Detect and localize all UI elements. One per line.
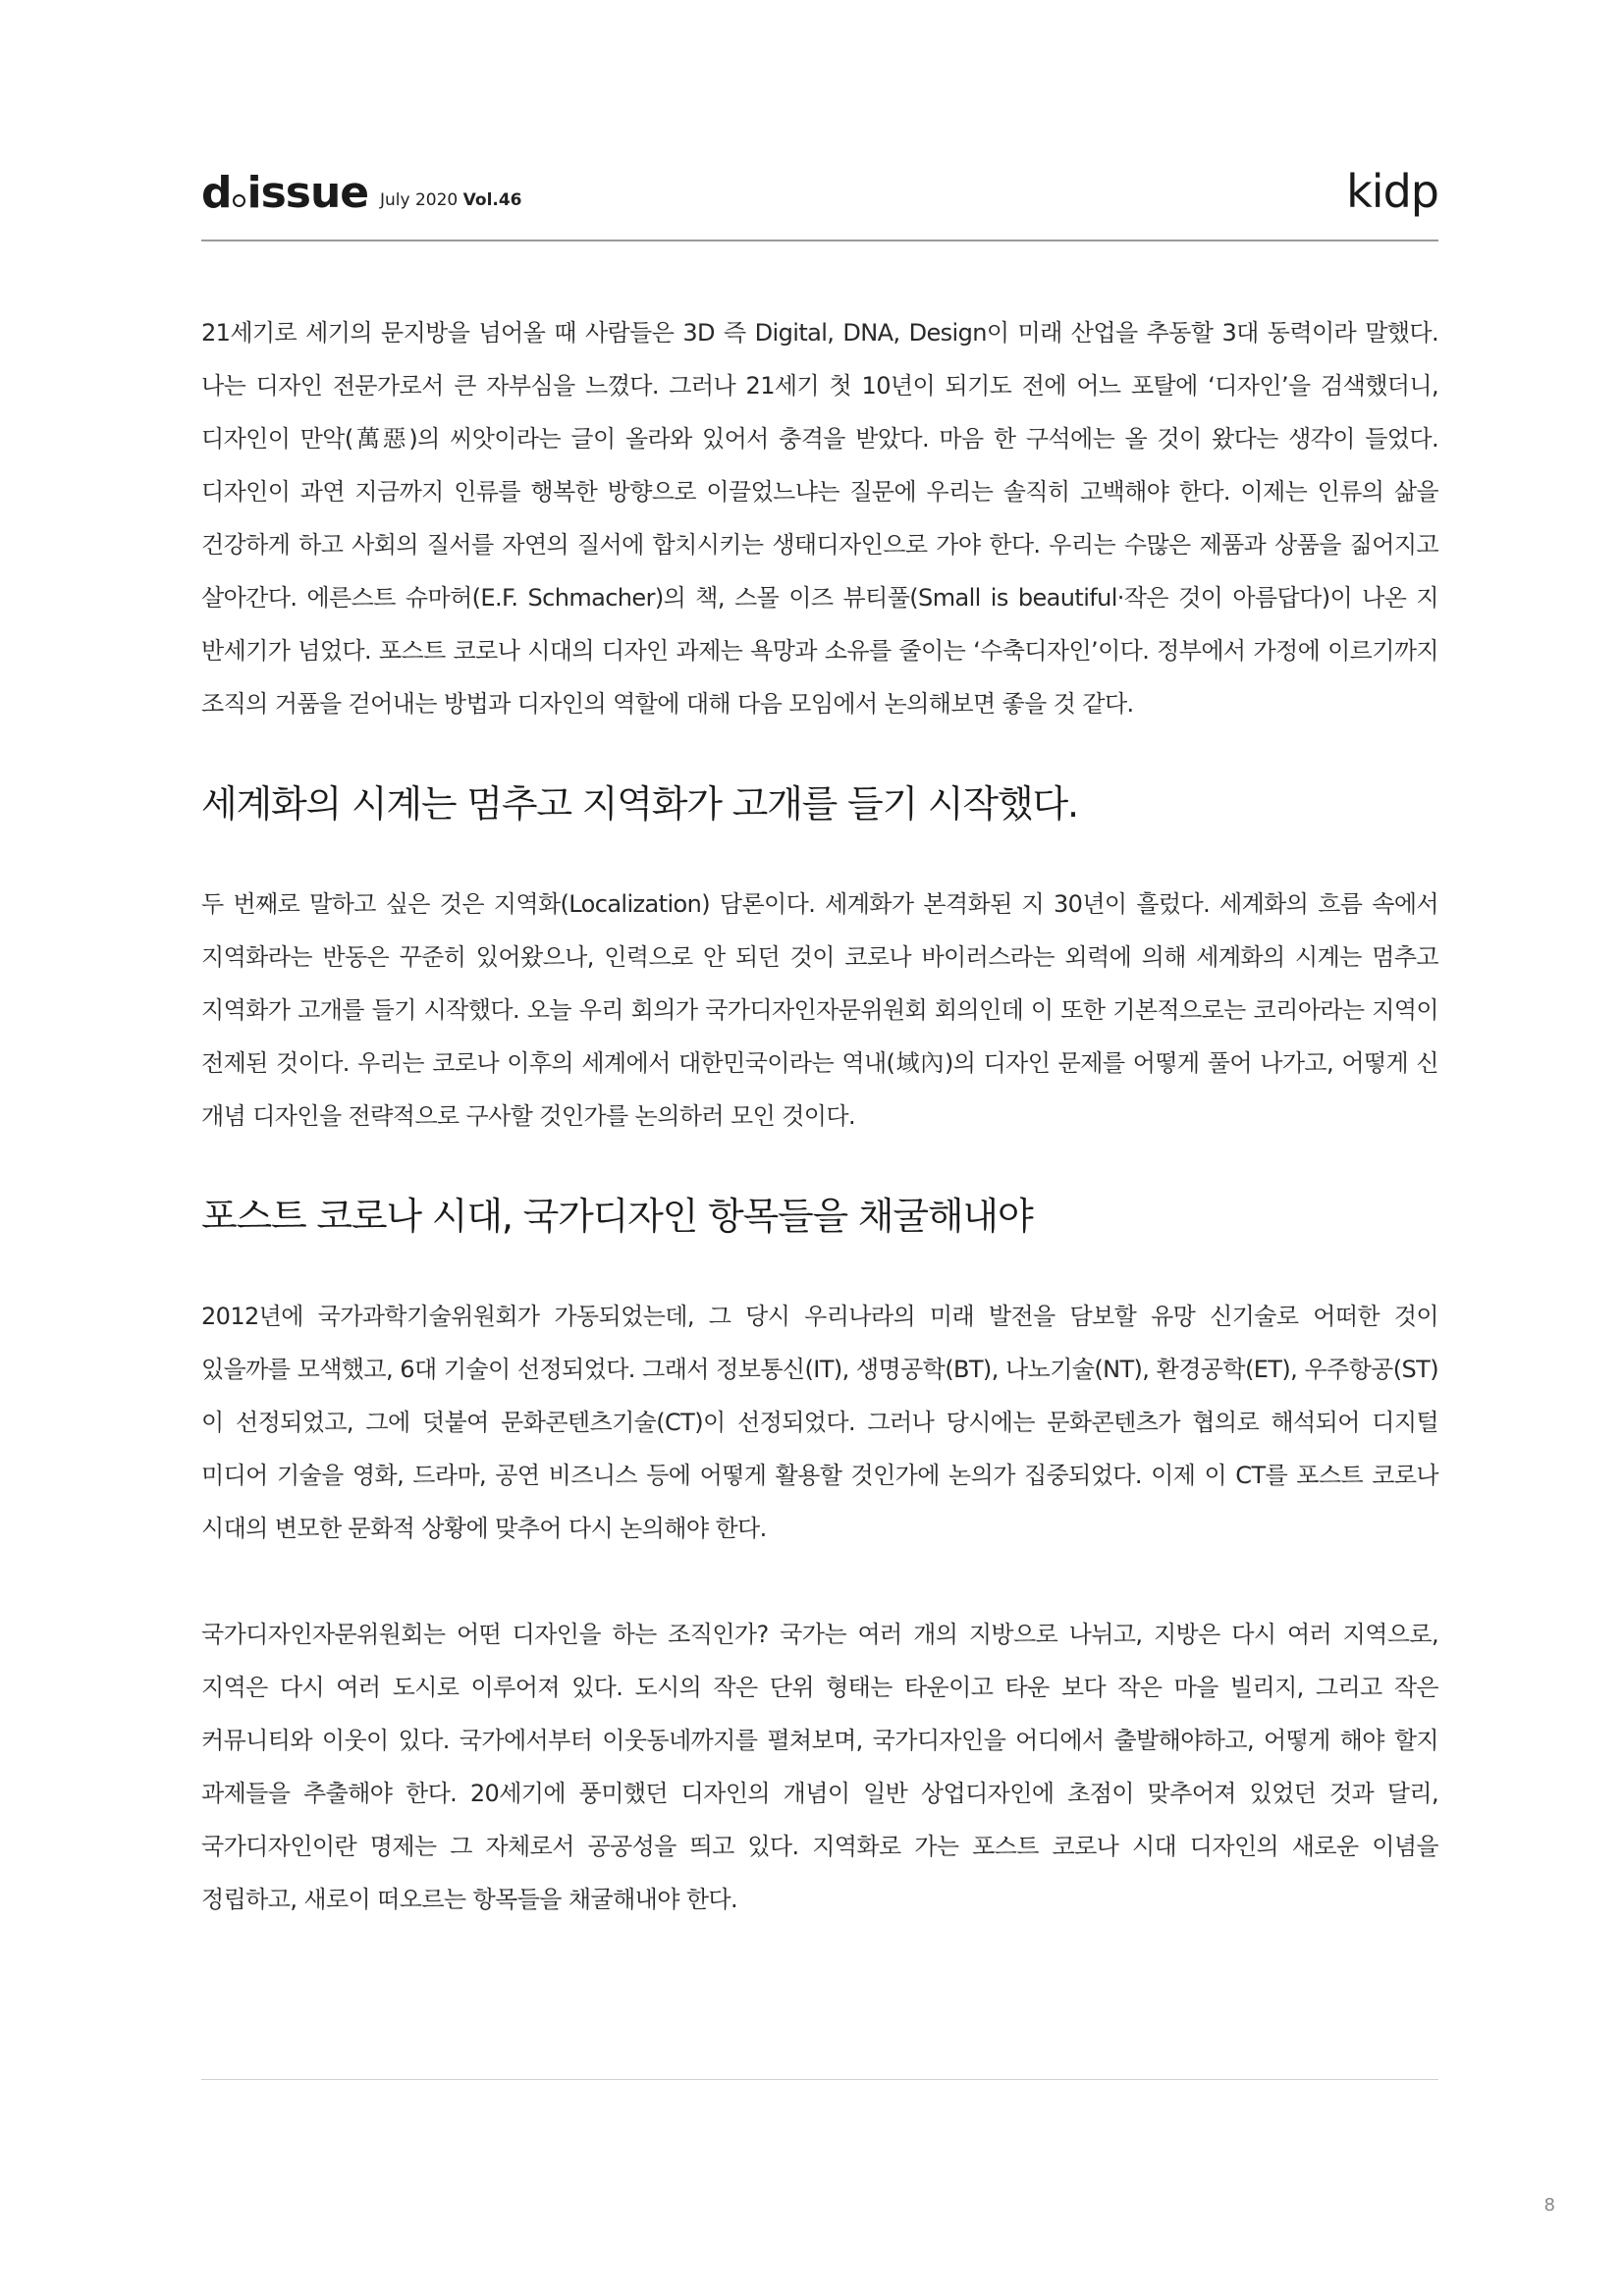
header-divider: [201, 240, 1438, 241]
issue-date: July 2020: [380, 190, 459, 210]
issue-volume: Vol.46: [462, 190, 522, 210]
footer-divider: [201, 2079, 1438, 2080]
paragraph-4: 국가디자인자문위원회는 어떤 디자인을 하는 조직인가? 국가는 여러 개의 지방으로 나뉘고, 지방은 다시 여러 지역으로, 지역은 다시 여러 도시로 이루어져 있다. 도시의 작은 단위 형태는 타운이고 타운 보다 작은 마을 빌리지, 그리고 작은 커뮤니티와 이웃이 있다. 국가에서부터 이웃동네까지를 펼쳐보며, 국가디자인을 어디에서 출발해야하고, 어떻게 해야 할지 과제들을 추출해야 한다. 20세기에 풍미했던 디자인의 개념이 일반 상업디자인에 초점이 맞추어져 있었던 것과 달리, 국가디자인이란 명제는 그 자체로서 공공성을 띄고 있다. 지역화로 가는 포스트 코로나 시대 디자인의 새로운 이념을 정립하고, 새로이 떠오르는 항목들을 채굴해내야 한다.: [201, 1621, 1438, 1913]
paragraph-1: 21세기로 세기의 문지방을 넘어올 때 사람들은 3D 즉 Digital, DNA, Design이 미래 산업을 추동할 3대 동력이라 말했다. 나는 디자인 전문가로서 큰 자부심을 느꼈다. 그러나 21세기 첫 10년이 되기도 전에 어느 포탈에 ‘디자인’을 검색했더니, 디자인이 만악(萬惡)의 씨앗이라는 글이 올라와 있어서 충격을 받았다. 마음 한 구석에는 올 것이 왔다는 생각이 들었다. 디자인이 과연 지금까지 인류를 행복한 방향으로 이끌었느냐는 질문에 우리는 솔직히 고백해야 한다. 이제는 인류의 삶을 건강하게 하고 사회의 질서를 자연의 질서에 합치시키는 생태디자인으로 가야 한다. 우리는 수많은 제품과 상품을 짊어지고 살아간다. 에른스트 슈마허(E.F. Schmacher)의 책, 스몰 이즈 뷰티풀(Small is beautiful·작은 것이 아름답다)이 나온 지 반세기가 넘었다. 포스트 코로나 시대의 디자인 과제는 욕망과 소유를 줄이는 ‘수축디자인’이다. 정부에서 가정에 이르기까지 조직의 거품을 걷어내는 방법과 디자인의 역할에 대해 다음 모임에서 논의해보면 좋을 것 같다.: [201, 319, 1438, 718]
paragraph-2: 두 번째로 말하고 싶은 것은 지역화(Localization) 담론이다. 세계화가 본격화된 지 30년이 흘렀다. 세계화의 흐름 속에서 지역화라는 반동은 꾸준히 있어왔으나, 인력으로 안 되던 것이 코로나 바이러스라는 외력에 의해 세계화의 시계는 멈추고 지역화가 고개를 들기 시작했다. 오늘 우리 회의가 국가디자인자문위원회 회의인데 이 또한 기본적으로는 코리아라는 지역이 전제된 것이다. 우리는 코로나 이후의 세계에서 대한민국이라는 역내(域內)의 디자인 문제를 어떻게 풀어 나가고, 어떻게 신 개념 디자인을 전략적으로 구사할 것인가를 논의하러 모인 것이다.: [201, 890, 1438, 1130]
section-heading-1: 세계화의 시계는 멈추고 지역화가 고개를 들기 시작했다.: [201, 782, 1078, 826]
kidp-logo: kidp: [1346, 165, 1438, 218]
logo-dot-icon: [233, 194, 245, 207]
issue-date-line: [380, 190, 522, 210]
page-header: [201, 165, 1438, 243]
logo-letter-d: d: [201, 168, 232, 218]
logo-word-issue: issue: [246, 168, 369, 218]
section-heading-2: 포스트 코로나 시대, 국가디자인 항목들을 채굴해내야: [201, 1195, 1033, 1238]
article-body: [201, 306, 1438, 1926]
dissue-logo: [201, 169, 368, 218]
paragraph-3: 2012년에 국가과학기술위원회가 가동되었는데, 그 당시 우리나라의 미래 발전을 담보할 유망 신기술로 어떠한 것이 있을까를 모색했고, 6대 기술이 선정되었다. 그래서 정보통신(IT), 생명공학(BT), 나노기술(NT), 환경공학(ET), 우주항공(ST)이 선정되었고, 그에 덧붙여 문화콘텐츠기술(CT)이 선정되었다. 그러나 당시에는 문화콘텐츠가 협의로 해석되어 디지털 미디어 기술을 영화, 드라마, 공연 비즈니스 등에 어떻게 활용할 것인가에 논의가 집중되었다. 이제 이 CT를 포스트 코로나 시대의 변모한 문화적 상황에 맞추어 다시 논의해야 한다.: [201, 1303, 1438, 1542]
page-number: 8: [1543, 2195, 1555, 2216]
